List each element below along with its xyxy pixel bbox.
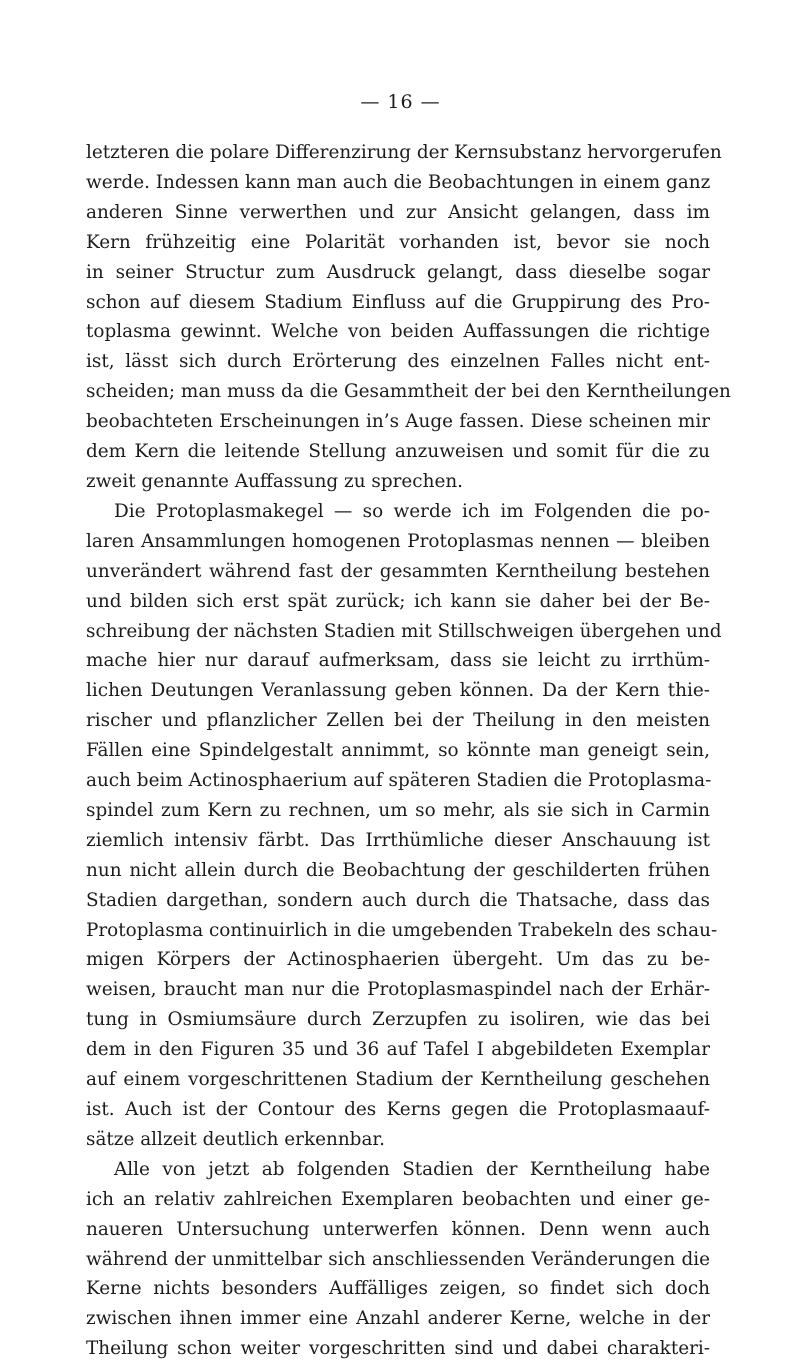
text-line: naueren Untersuchung unterwerfen können. Denn wenn auch (86, 1218, 710, 1240)
text-line: letzteren die polare Differenzirung der Kernsubstanz hervorgerufen (86, 142, 722, 163)
text-line: schon auf diesem Stadium Einfluss auf die Gruppirung des Pro- (86, 291, 710, 313)
text-line: während der unmittelbar sich anschliessenden Veränderungen die (86, 1248, 710, 1270)
text-line: unverändert während fast der gesammten Kerntheilung bestehen (86, 560, 710, 582)
text-line: nun nicht allein durch die Beobachtung der geschilderten frühen (86, 859, 710, 881)
text-line: und bilden sich erst spät zurück; ich kann sie daher bei der Be- (86, 590, 710, 612)
text-line: ich an relativ zahlreichen Exemplaren beobachten und einer ge- (86, 1188, 710, 1210)
text-line: Die Protoplasmakegel — so werde ich im Folgenden die po- (114, 500, 710, 522)
text-line: Stadien dargethan, sondern auch durch die Thatsache, dass das (86, 889, 710, 911)
text-line: sätze allzeit deutlich erkennbar. (86, 1128, 386, 1150)
text-line: dem Kern die leitende Stellung anzuweisen und somit für die zu (86, 441, 710, 463)
text-line: Theilung schon weiter vorgeschritten sind und dabei charakteri- (86, 1338, 710, 1360)
text-line: weisen, braucht man nur die Protoplasmaspindel nach der Erhär- (86, 979, 710, 1001)
text-line: lichen Deutungen Veranlassung geben können. Da der Kern thie- (86, 680, 710, 702)
text-line: anderen Sinne verwerthen und zur Ansicht gelangen, dass im (86, 201, 710, 223)
text-line: laren Ansammlungen homogenen Protoplasmas nennen — bleiben (86, 530, 710, 552)
text-line: Protoplasma continuirlich in die umgebenden Trabekeln des schau- (86, 919, 718, 941)
text-line: ist, lässt sich durch Erörterung des einzelnen Falles nicht ent- (86, 351, 710, 373)
text-line: Kerne nichts besonders Auffälliges zeigen, so findet sich doch (86, 1278, 710, 1300)
text-line: Fällen eine Spindelgestalt annimmt, so könnte man geneigt sein, (86, 740, 710, 762)
text-line: zwischen ihnen immer eine Anzahl anderer Kerne, welche in der (86, 1308, 710, 1330)
text-line: tung in Osmiumsäure durch Zerzupfen zu isoliren, wie das bei (86, 1009, 710, 1031)
body-text (86, 138, 731, 1364)
text-line: auch beim Actinosphaerium auf späteren Stadien die Protoplasma- (86, 770, 712, 792)
text-line: mache hier nur darauf aufmerksam, dass sie leicht zu irrthüm- (86, 650, 710, 672)
text-line: schreibung der nächsten Stadien mit Stillschweigen übergehen und (86, 620, 722, 642)
text-line: rischer und pflanzlicher Zellen bei der Theilung in den meisten (86, 710, 710, 732)
text-line: Kern frühzeitig eine Polarität vorhanden ist, bevor sie noch (86, 231, 710, 253)
text-line: dem in den Figuren 35 und 36 auf Tafel I abgebildeten Exemplar (86, 1039, 710, 1061)
text-line: ist. Auch ist der Contour des Kerns gegen die Protoplasmaauf- (86, 1099, 710, 1120)
text-line: beobachteten Erscheinungen in’s Auge fassen. Diese scheinen mir (86, 411, 710, 433)
text-line: scheiden; man muss da die Gesammtheit der bei den Kerntheilungen (86, 381, 731, 403)
text-line: toplasma gewinnt. Welche von beiden Auffassungen die richtige (86, 321, 710, 343)
text-line: Alle von jetzt ab folgenden Stadien der Kerntheilung habe (114, 1158, 710, 1180)
page-number: — 16 — (360, 91, 441, 113)
text-line: spindel zum Kern zu rechnen, um so mehr, als sie sich in Carmin (86, 799, 710, 821)
text-line: zweit genannte Auffassung zu sprechen. (86, 470, 464, 492)
text-line: ziemlich intensiv färbt. Das Irrthümliche dieser Anschauung ist (86, 829, 710, 851)
text-line: migen Körpers der Actinosphaerien übergeht. Um das zu be- (86, 949, 710, 971)
text-line: werde. Indessen kann man auch die Beobachtungen in einem ganz (86, 171, 711, 193)
text-line: in seiner Structur zum Ausdruck gelangt, dass dieselbe sogar (86, 261, 710, 283)
text-line: auf einem vorgeschrittenen Stadium der Kerntheilung geschehen (86, 1069, 710, 1091)
